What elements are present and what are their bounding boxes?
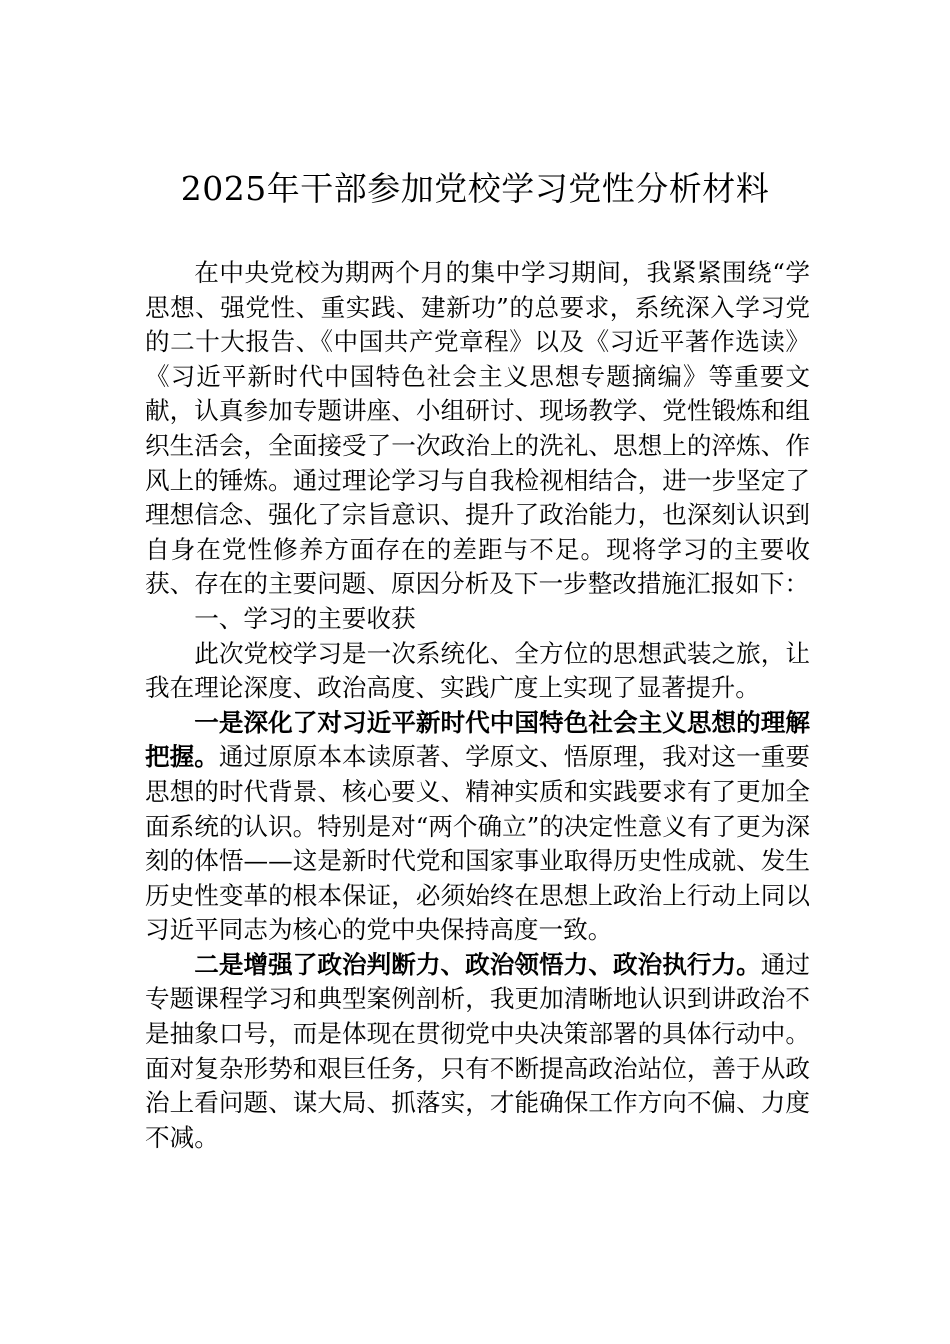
section-heading-1 xyxy=(145,602,810,637)
paragraph-intro-text: 在中央党校为期两个月的集中学习期间，我紧紧围绕“学思想、强党性、重实践、建新功”的总要求，系统深入学习党的二十大报告、《中国共产党章程》以及《习近平著作选读》《习近平新时代中国特色社会主义思想专题摘编》等重要文献，认真参加专题讲座、小组研讨、现场教学、党性锻炼和组织生活会，全面接受了一次政治上的洗礼、思想上的淬炼、作风上的锤炼。通过理论学习与自我检视相结合，进一步坚定了理想信念、强化了宗旨意识、提升了政治能力，也深刻认识到自身在党性修养方面存在的差距与不足。现将学习的主要收获、存在的主要问题、原因分析及下一步整改措施汇报如下： xyxy=(145,258,810,599)
section-heading-1-text: 一、学习的主要收获 xyxy=(194,603,416,633)
paragraph-point-1 xyxy=(145,706,810,948)
paragraph-summary xyxy=(145,637,810,706)
paragraph-point-2-text: 通过专题课程学习和典型案例剖析，我更加清晰地认识到讲政治不是抽象口号，而是体现在贯彻党中央决策部署的具体行动中。面对复杂形势和艰巨任务，只有不断提高政治站位，善于从政治上看问题、谋大局、抓落实，才能确保工作方向不偏、力度不减。 xyxy=(145,949,810,1152)
paragraph-point-1-lead: 一是深化了对习近平新时代中国特色社会主义思想的理解把握。 xyxy=(145,707,810,772)
paragraph-intro xyxy=(145,256,810,602)
document-title: 2025年干部参加党校学习党性分析材料 xyxy=(180,169,770,208)
paragraph-point-1-text: 通过原原本本读原著、学原文、悟原理，我对这一重要思想的时代背景、核心要义、精神实质和实践要求有了更加全面系统的认识。特别是对“两个确立”的决定性意义有了更为深刻的体悟——这是新时代党和国家事业取得历史性成就、发生历史性变革的根本保证，必须始终在思想上政治上行动上同以习近平同志为核心的党中央保持高度一致。 xyxy=(145,742,810,945)
paragraph-summary-text: 此次党校学习是一次系统化、全方位的思想武装之旅，让我在理论深度、政治高度、实践广度上实现了显著提升。 xyxy=(145,638,810,703)
paragraph-point-2-lead: 二是增强了政治判断力、政治领悟力、政治执行力。 xyxy=(194,949,761,979)
paragraph-point-2 xyxy=(145,948,810,1156)
document-body xyxy=(145,256,810,1155)
